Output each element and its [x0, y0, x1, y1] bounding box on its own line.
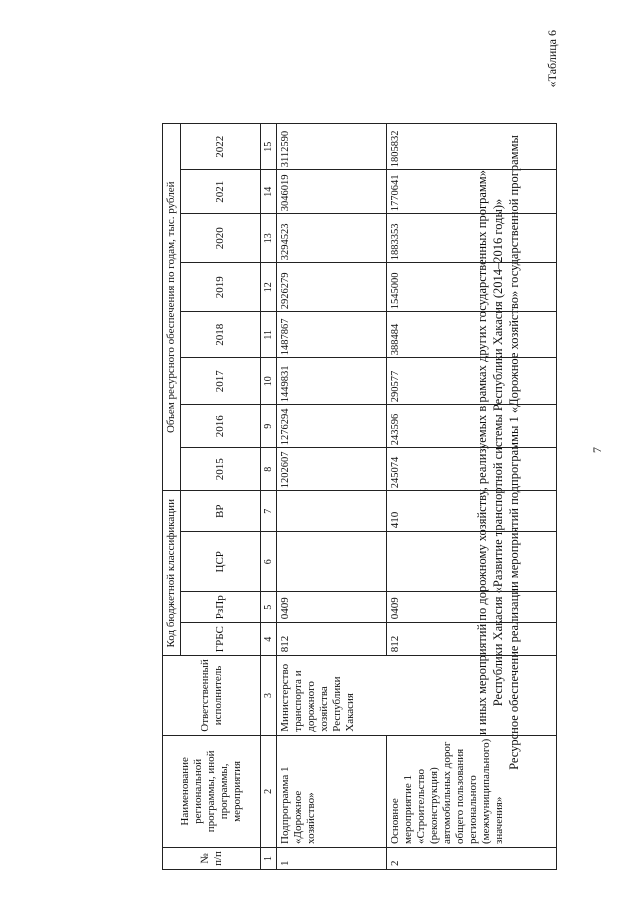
row-rzpr: 0409 — [387, 592, 557, 623]
row-value-2021: 3046019 — [277, 170, 387, 214]
header-year-2021: 2021 — [181, 170, 261, 214]
header-num: № п/п — [163, 848, 261, 870]
col-number: 1 — [261, 848, 277, 870]
row-vr: 410 — [387, 491, 557, 532]
row-num: 2 — [387, 848, 557, 870]
header-resp: Ответственный исполнитель — [163, 656, 261, 735]
header-funding-group: Объем ресурсного обеспечения по годам, тыс. рублей — [163, 124, 181, 491]
row-value-2022: 3112590 — [277, 124, 387, 170]
row-value-2018: 1487867 — [277, 312, 387, 358]
row-resp: Министерство транспорта и дорожного хозяйства Республики Хакасия — [277, 656, 557, 735]
header-year-2019: 2019 — [181, 263, 261, 312]
row-value-2019: 2926279 — [277, 263, 387, 312]
row-value-2022: 1805832 — [387, 124, 557, 170]
row-vr — [277, 491, 387, 532]
row-value-2016: 1276294 — [277, 405, 387, 448]
header-name: Наименование региональной программы, иной программы, мероприятия — [163, 735, 261, 847]
header-vr: ВР — [181, 491, 261, 532]
col-number: 8 — [261, 448, 277, 491]
row-num: 1 — [277, 848, 387, 870]
column-number-row — [261, 124, 277, 870]
row-rzpr: 0409 — [277, 592, 387, 623]
header-code-group: Код бюджетной классификации — [163, 491, 181, 656]
row-value-2020: 3294523 — [277, 214, 387, 263]
header-grbs: ГРБС — [181, 623, 261, 656]
row-value-2020: 1883353 — [387, 214, 557, 263]
row-grbs: 812 — [277, 623, 387, 656]
resource-table — [162, 123, 557, 870]
row-grbs: 812 — [387, 623, 557, 656]
col-number: 13 — [261, 214, 277, 263]
page-number: 7 — [590, 447, 604, 453]
col-number: 6 — [261, 532, 277, 592]
row-value-2015: 245074 — [387, 448, 557, 491]
col-number: 9 — [261, 405, 277, 448]
header-csr: ЦСР — [181, 532, 261, 592]
header-year-2018: 2018 — [181, 312, 261, 358]
table-row — [387, 124, 557, 870]
col-number: 7 — [261, 491, 277, 532]
header-year-2015: 2015 — [181, 448, 261, 491]
row-value-2017: 1449831 — [277, 358, 387, 405]
col-number: 5 — [261, 592, 277, 623]
col-number: 14 — [261, 170, 277, 214]
row-value-2019: 1545000 — [387, 263, 557, 312]
table-label: «Таблица 6 — [545, 30, 559, 88]
col-number: 15 — [261, 124, 277, 170]
row-value-2016: 243596 — [387, 405, 557, 448]
header-year-2022: 2022 — [181, 124, 261, 170]
title-line-3: и иных мероприятий по дорожному хозяйству, реализуемых в рамках других государственных программ» — [475, 170, 489, 735]
col-number: 4 — [261, 623, 277, 656]
row-name: Основное мероприятие 1 «Строительство (реконструкция) автомобильных дорог общего пользования регионального (межмуниципального) значения» — [387, 735, 557, 847]
header-year-2017: 2017 — [181, 358, 261, 405]
title-line-2: Республики Хакасия «Развитие транспортной системы Республики Хакасия (2014–2016 годы)» — [491, 198, 505, 707]
col-number: 2 — [261, 735, 277, 847]
row-name: Подпрограмма 1 «Дорожное хозяйство» — [277, 735, 387, 847]
table-row — [277, 124, 387, 870]
header-year-2020: 2020 — [181, 214, 261, 263]
row-value-2018: 388484 — [387, 312, 557, 358]
header-row-1 — [163, 124, 181, 870]
row-value-2017: 290577 — [387, 358, 557, 405]
header-year-2016: 2016 — [181, 405, 261, 448]
header-rzpr: РзПр — [181, 592, 261, 623]
col-number: 10 — [261, 358, 277, 405]
row-value-2015: 1202607 — [277, 448, 387, 491]
row-csr — [387, 532, 557, 592]
col-number: 3 — [261, 656, 277, 735]
row-value-2021: 1770641 — [387, 170, 557, 214]
col-number: 12 — [261, 263, 277, 312]
col-number: 11 — [261, 312, 277, 358]
title-line-1: Ресурсное обеспечение реализации мероприятий подпрограммы 1 «Дорожное хозяйство» государственной программы — [507, 135, 521, 770]
row-csr — [277, 532, 387, 592]
